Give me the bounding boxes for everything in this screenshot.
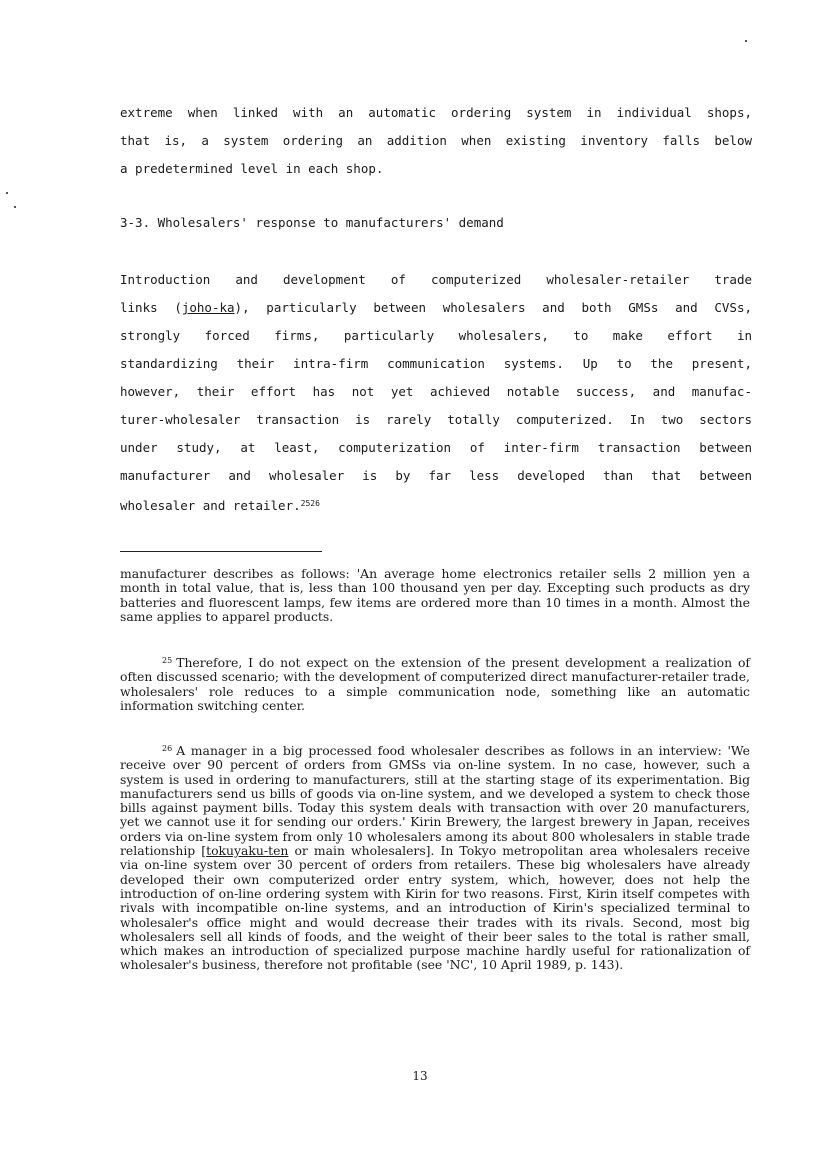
- body-text-line: that is, a system ordering an addition when existing inventory falls below: [120, 133, 752, 148]
- body-text-line: extreme when linked with an automatic ordering system in individual shops,: [120, 105, 752, 120]
- footnote-separator: [120, 551, 322, 552]
- body-text-line: manufacturer and wholesaler is by far less developed than that between: [120, 468, 752, 483]
- body-text-line: turer-wholesaler transaction is rarely totally computerized. In two sectors: [120, 412, 752, 427]
- body-text-line: Introduction and development of computerized wholesaler-retailer trade: [120, 272, 752, 287]
- footnote-reference-marks: 2526: [300, 499, 320, 508]
- body-text-line: standardizing their intra-firm communication systems. Up to the present,: [120, 356, 752, 371]
- scan-speck: [745, 40, 747, 42]
- footnote-mark: 25: [162, 656, 173, 665]
- japanese-term: joho-ka: [181, 300, 235, 315]
- body-text-line: wholesaler and retailer.$^{2526}$: [120, 498, 320, 513]
- footnote-mark: 26: [162, 744, 173, 753]
- japanese-term: tokuyaku-ten: [206, 843, 289, 859]
- footnote-continued: manufacturer describes as follows: 'An average home electronics retailer sells 2 million yen a month in total value, that is, less than 100 thousand yen per day. Excepting such products as dry batteries and fluorescent lamps, few items are ordered more than 10 times in a month. Almost the same applies to apparel products.: [120, 566, 750, 624]
- body-text-line: under study, at least, computerization of inter-firm transaction between: [120, 440, 752, 455]
- section-heading: 3-3. Wholesalers' response to manufacturers' demand: [120, 215, 504, 230]
- body-text-line: strongly forced firms, particularly wholesalers, to make effort in: [120, 328, 752, 343]
- page-number: 13: [412, 1069, 428, 1083]
- footnote-26: $^{26}$ A manager in a big processed food wholesaler describes as follows in an interview: 'We receive over 90 percent of orders from GMSs via on-line system. In no case, however, such a system is used in ordering to manufacturers, still at the starting stage of its experimentation. Big manufacturers send us bills of goods via on-line system, and we developed a system to check those bills against payment bills. Today this system deals with transaction with over 20 manufacturers, yet we cannot use it for sending our orders.' Kirin Brewery, the largest brewery in Japan, receives orders via on-line system from only 10 wholesalers among its about 800 wholesalers in stable trade relationship [tokuyaku-ten or main wholesalers]. In Tokyo metropolitan area wholesalers receive via on-line system over 30 percent of orders from retailers. These big wholesalers have already developed their own computerized order entry system, which, however, does not help the introduction of on-line ordering system with Kirin for two reasons. First, Kirin itself competes with rivals with incompatible on-line systems, and an introduction of Kirin's specialized terminal to wholesaler's office might and would decrease their trades with its rivals. Second, most big wholesalers sell all kinds of foods, and the weight of their beer sales to the total is rather small, which makes an introduction of specialized purpose machine hardly useful for rationalization of wholesaler's business, therefore not profitable (see 'NC', 10 April 1989, p. 143).: [120, 743, 750, 973]
- scan-speck: [14, 206, 16, 208]
- scan-speck: [6, 192, 8, 194]
- footnote-25: $^{25}$ Therefore, I do not expect on the extension of the present development a realization of often discussed scenario; with the development of computerized direct manufacturer-retailer trade, wholesalers' role reduces to a simple communication node, something like an automatic information switching center.: [120, 655, 750, 713]
- body-text-line: a predetermined level in each shop.: [120, 161, 384, 176]
- body-text-line: links (joho-ka), particularly between wholesalers and both GMSs and CVSs,: [120, 300, 752, 315]
- body-text-line: however, their effort has not yet achieved notable success, and manufac-: [120, 384, 752, 399]
